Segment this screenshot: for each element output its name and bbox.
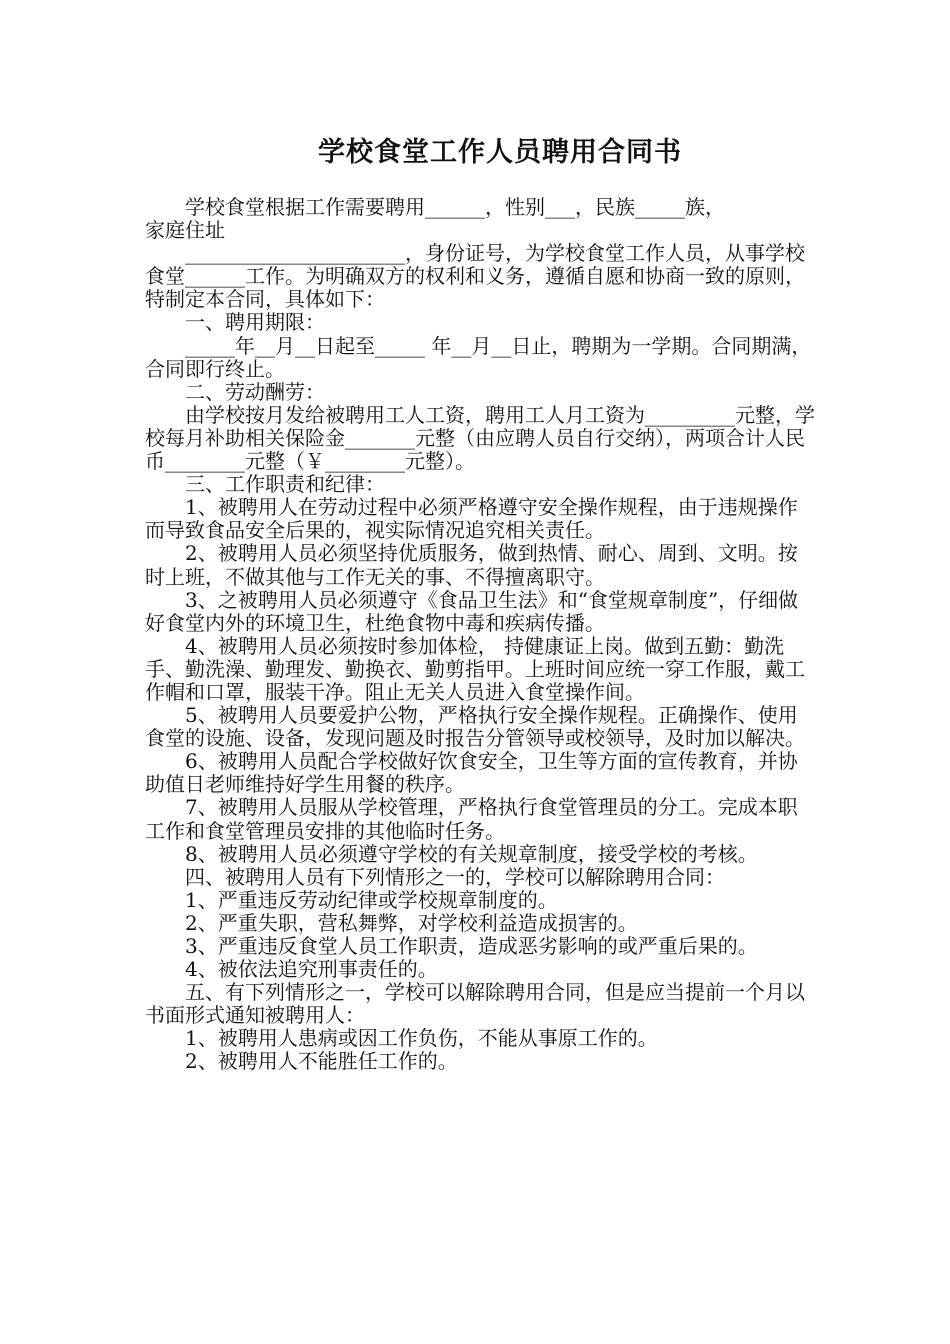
section-heading-duties: 三、工作职责和纪律： (185, 472, 385, 497)
section-heading-termination: 四、被聘用人员有下列情形之一的，学校可以解除聘用合同： (185, 864, 725, 889)
paragraph-home-address: 家庭住址 (145, 218, 225, 243)
duty-item-8: 8、被聘用人员必须遵守学校的有关规章制度，接受学校的考核。 (185, 841, 758, 866)
termination-item-4: 4、被依法追究刑事责任的。 (185, 957, 438, 982)
termination-item-3: 3、严重违反食堂人员工作职责，造成恶劣影响的或严重后果的。 (185, 934, 758, 958)
duty-item-5: 5、被聘用人员要爱护公物，严格执行安全操作规程。正确操作、使用食堂的设施、设备，发现问题及时报告分管领导或校领导，及时加以解决。 (145, 703, 805, 751)
duty-item-1: 1、被聘用人在劳动过程中必须严格遵守安全操作规程，由于违规操作而导致食品安全后果的，视实际情况追究相关责任。 (145, 495, 798, 543)
duty-item-6: 6、被聘用人员配合学校做好饮食安全，卫生等方面的宣传教育，并协助值日老师维持好学生用餐的秩序。 (145, 749, 798, 797)
termination-item-2: 2、严重失职，营私舞弊，对学校利益造成损害的。 (185, 910, 638, 935)
duty-item-7: 7、被聘用人员服从学校管理，严格执行食堂管理员的分工。完成本职工作和食堂管理员安排的其他临时任务。 (145, 795, 798, 843)
duty-item-2: 2、被聘用人员必须坚持优质服务，做到热情、耐心、周到、文明。按时上班，不做其他与工作无关的事、不得擅离职守。 (145, 541, 798, 589)
paragraph-term-dates: _____年__月__日起至_____ 年__月__日止，聘期为一学期。合同期满，合同即行终止。 (145, 333, 812, 381)
notice-item-2: 2、被聘用人不能胜任工作的。 (185, 1049, 458, 1074)
notice-item-1: 1、被聘用人患病或因工作负伤，不能从事原工作的。 (185, 1026, 658, 1051)
section-heading-pay: 二、劳动酬劳： (185, 379, 325, 404)
section-heading-notice-termination: 五、有下列情形之一，学校可以解除聘用合同，但是应当提前一个月以书面形式通知被聘用人： (145, 980, 805, 1028)
duty-item-3: 3、之被聘用人员必须遵守《食品卫生法》和“食堂规章制度”，仔细做好食堂内外的环境卫生，杜绝食物中毒和疾病传播。 (145, 587, 799, 635)
section-heading-term: 一、聘用期限： (185, 310, 325, 335)
paragraph-hire-intro: 学校食堂根据工作需要聘用______，性别___，民族_____族， (185, 195, 725, 219)
termination-item-1: 1、严重违反劳动纪律或学校规章制度的。 (185, 887, 558, 912)
document-body (145, 196, 815, 1074)
paragraph-id-and-principles: ______________________，身份证号，为学校食堂工作人员，从事学校食堂______工作。为明确双方的权利和义务，遵循自愿和协商一致的原则，特制定本合同，具体如下： (145, 241, 805, 312)
document-title: 学校食堂工作人员聘用合同书 (318, 137, 682, 168)
duty-item-4: 4、被聘用人员必须按时参加体检， 持健康证上岗。做到五勤：勤洗手、勤洗澡、勤理发、勤换衣、勤剪指甲。上班时间应统一穿工作服，戴工作帽和口罩，服装干净。阻止无关人员进入食堂操作间。 (145, 633, 805, 704)
paragraph-pay-details: 由学校按月发给被聘用工人工资，聘用工人月工资为_________元整，学校每月补助相关保险金_______元整（由应聘人员自行交纳），两项合计人民币________元整（￥________元整）。 (145, 402, 815, 474)
